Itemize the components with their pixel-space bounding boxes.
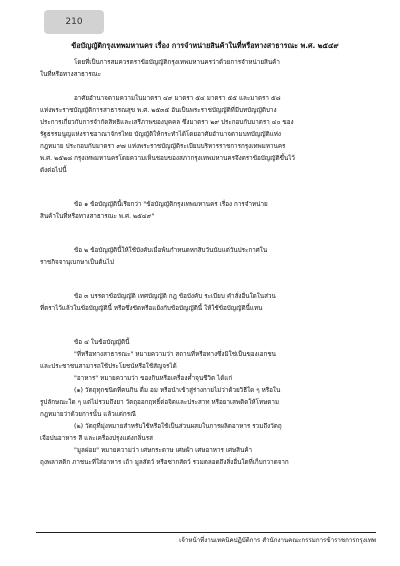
footer-text: เจ้าหน้าที่งานเทคนิคปฏิบัติการ สำนักงานคณะกรรมการข้าราชการกรุงเทพ bbox=[179, 537, 376, 544]
food-item-1: (๑) วัตถุทุกชนิดที่คนกิน ดื่ม อม หรือนำเข้าสู่ร่างกายไม่ว่าด้วยวิธีใด ๆ หรือใน bbox=[74, 387, 281, 394]
authority-line-6: พ.ศ. ๒๕๒๘ กรุงเทพมหานครโดยความเห็นชอบของสภากรุงเทพมหานครจึงตราข้อบัญญัติขึ้นไว้ bbox=[40, 155, 295, 162]
spacer bbox=[40, 315, 370, 337]
clause-3-line-2: ที่ตราไว้แล้วในข้อบัญญัตินี้ หรือซึ่งขัดหรือแย้งกับข้อบัญญัตินี้ ให้ใช้ข้อบัญญัตินี้แทน bbox=[40, 305, 263, 312]
spacer bbox=[40, 223, 370, 245]
definition-garbage-cont: ถุงพลาสติก ภาชนะที่ใส่อาหาร เถ้า มูลสัตว์ หรือซากสัตว์ รวมตลอดถึงสิ่งอื่นใดที่เก็บกวาดจาก bbox=[40, 459, 289, 466]
clause-2-line-2: ราชกิจจานุเบกษาเป็นต้นไป bbox=[40, 259, 114, 266]
preamble-line-1: โดยที่เป็นการสมควรตราข้อบัญญัติกรุงเทพมหานครว่าด้วยการจำหน่ายสินค้า bbox=[74, 59, 280, 66]
authority-line-5: กฎหมาย ประกอบกับมาตรา ๙๗ แห่งพระราชบัญญัติระเบียบบริหารราชการกรุงเทพมหานคร bbox=[40, 143, 286, 150]
clause-2-line-1: ข้อ ๒ ข้อบัญญัตินี้ให้ใช้บังคับเมื่อพ้นกำหนดหกสิบวันนับแต่วันประกาศใน bbox=[74, 247, 268, 254]
footer-divider bbox=[36, 532, 376, 533]
authority-line-2: แห่งพระราชบัญญัติการสาธารณสุข พ.ศ. ๒๕๓๕ อันเป็นพระราชบัญญัติที่มีบทบัญญัติบาง bbox=[40, 107, 277, 114]
document-body bbox=[40, 40, 370, 469]
authority-line-1: อาศัยอำนาจตามความในมาตรา ๔๙ มาตรา ๕๔ มาตรา ๕๕ และมาตรา ๕๘ bbox=[74, 95, 281, 102]
food-item-1-cont-b: กฎหมายว่าด้วยการนั้น แล้วแต่กรณี bbox=[40, 411, 136, 418]
food-item-2-cont: เจือปนอาหาร สี และเครื่องปรุงแต่งกลิ่นรส bbox=[40, 435, 153, 442]
authority-line-4: รัฐธรรมนูญแห่งราชอาณาจักรไทย บัญญัติให้กระทำได้โดยอาศัยอำนาจตามบทบัญญัติแห่ง bbox=[40, 131, 281, 138]
clause-1-line-1: ข้อ ๑ ข้อบัญญัตินี้เรียกว่า "ข้อบัญญัติกรุงเทพมหานคร เรื่อง การจำหน่าย bbox=[74, 201, 268, 208]
definition-garbage: "มูลฝอย" หมายความว่า เศษกระดาษ เศษผ้า เศษอาหาร เศษสินค้า bbox=[74, 447, 253, 454]
preamble-line-2: ในที่หรือทางสาธารณะ bbox=[40, 71, 101, 78]
definition-public-place: "ที่หรือทางสาธารณะ" หมายความว่า สถานที่หรือทางซึ่งมิใช่เป็นของเอกชน bbox=[74, 351, 276, 358]
document-title: ข้อบัญญัติกรุงเทพมหานคร เรื่อง การจำหน่ายสินค้าในที่หรือทางสาธารณะ พ.ศ. ๒๕๔๙ bbox=[71, 41, 339, 50]
spacer bbox=[40, 177, 370, 199]
clause-3-line-1: ข้อ ๓ บรรดาข้อบัญญัติ เทศบัญญัติ กฎ ข้อบังคับ ระเบียบ คำสั่งอื่นใดในส่วน bbox=[74, 293, 276, 300]
food-item-1-cont-a: รูปลักษณะใด ๆ แต่ไม่รวมถึงยา วัตถุออกฤทธิ์ต่อจิตและประสาท หรือยาเสพติดให้โทษตาม bbox=[40, 399, 280, 406]
authority-line-7: ดังต่อไปนี้ bbox=[40, 167, 67, 174]
definition-food: "อาหาร" หมายความว่า ของกินหรือเครื่องค้ำจุนชีวิต ได้แก่ bbox=[74, 375, 233, 382]
food-item-2: (๒) วัตถุที่มุ่งหมายสำหรับใช้หรือใช้เป็นส่วนผสมในการผลิตอาหาร รวมถึงวัตถุ bbox=[74, 423, 282, 430]
page-number-badge bbox=[44, 10, 104, 34]
spacer bbox=[40, 81, 370, 93]
authority-line-3: ประการเกี่ยวกับการจำกัดสิทธิและเสรีภาพของบุคคล ซึ่งมาตรา ๒๙ ประกอบกับมาตรา ๔๐ ของ bbox=[40, 119, 294, 126]
page-number: 210 bbox=[65, 17, 83, 27]
spacer bbox=[40, 269, 370, 291]
definition-public-place-cont: และประชาชนสามารถใช้ประโยชน์หรือใช้สัญจรได้ bbox=[40, 363, 177, 370]
clause-4-heading: ข้อ ๔ ในข้อบัญญัตินี้ bbox=[74, 339, 130, 346]
clause-1-line-2: สินค้าในที่หรือทางสาธารณะ พ.ศ. ๒๕๔๙" bbox=[40, 213, 155, 220]
